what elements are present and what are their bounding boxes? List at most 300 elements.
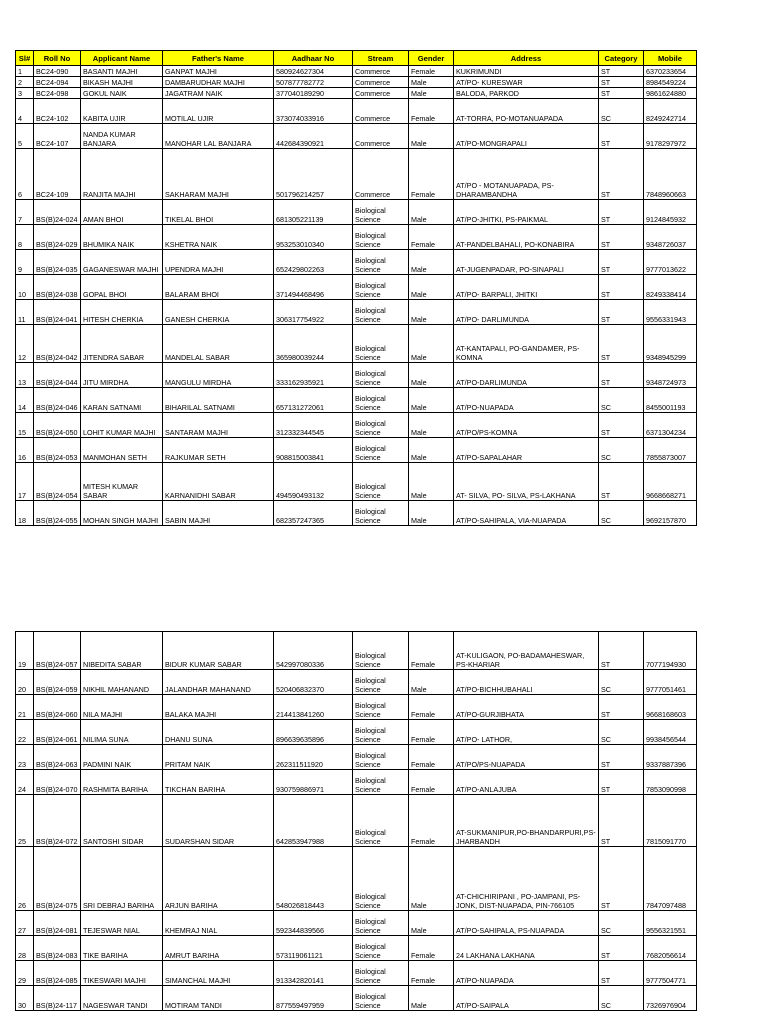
serial-cell: 23 <box>16 745 34 770</box>
father-name-cell: DHANU SUNA <box>163 720 274 745</box>
mobile-cell: 9692157870 <box>644 501 697 526</box>
roll-no-cell: BC24-094 <box>34 77 81 88</box>
stream-cell: Biological Science <box>353 438 409 463</box>
applicant-name-cell: NILIMA SUNA <box>81 720 163 745</box>
father-name-cell: MANDELAL SABAR <box>163 325 274 363</box>
address-cell: KUKRIMUNDI <box>454 66 599 77</box>
father-name-cell: TIKCHAN BARIHA <box>163 770 274 795</box>
address-cell: AT/PO-BICHHUBAHALI <box>454 670 599 695</box>
serial-cell: 2 <box>16 77 34 88</box>
applicant-name-cell: GAGANESWAR MAJHI <box>81 250 163 275</box>
applicant-name-cell: PADMINI NAIK <box>81 745 163 770</box>
mobile-cell: 9668168603 <box>644 695 697 720</box>
gender-cell: Female <box>409 99 454 124</box>
aadhaar-cell: 580924627304 <box>274 66 353 77</box>
gender-cell: Male <box>409 847 454 911</box>
aadhaar-cell: 507877782772 <box>274 77 353 88</box>
roll-no-cell: BS(B)24-038 <box>34 275 81 300</box>
stream-cell: Biological Science <box>353 695 409 720</box>
applicant-name-cell: GOPAL BHOI <box>81 275 163 300</box>
stream-cell: Biological Science <box>353 250 409 275</box>
applicant-name-cell: SANTOSHI SIDAR <box>81 795 163 847</box>
aadhaar-cell: 542997080336 <box>274 632 353 670</box>
address-cell: AT/PO-JHITKI, PS-PAIKMAL <box>454 200 599 225</box>
mobile-cell: 8984549224 <box>644 77 697 88</box>
category-cell: ST <box>599 124 644 149</box>
stream-cell: Biological Science <box>353 795 409 847</box>
father-name-cell: SAKHARAM MAJHI <box>163 149 274 200</box>
table-row <box>16 463 697 501</box>
mobile-cell: 6370233654 <box>644 66 697 77</box>
category-cell: SC <box>599 670 644 695</box>
mobile-cell: 9938456544 <box>644 720 697 745</box>
mobile-cell: 9337887396 <box>644 745 697 770</box>
roll-no-cell: BS(B)24-083 <box>34 936 81 961</box>
mobile-cell: 7855873007 <box>644 438 697 463</box>
aadhaar-cell: 896639635896 <box>274 720 353 745</box>
roll-no-cell: BS(B)24-072 <box>34 795 81 847</box>
category-cell: ST <box>599 632 644 670</box>
address-cell: AT-PANDELBAHALI, PO-KONABIRA <box>454 225 599 250</box>
table-row <box>16 325 697 363</box>
mobile-cell: 9861624880 <box>644 88 697 99</box>
table-row <box>16 847 697 911</box>
roll-no-cell: BS(B)24-063 <box>34 745 81 770</box>
address-cell: AT- SILVA, PO- SILVA, PS-LAKHANA <box>454 463 599 501</box>
stream-cell: Biological Science <box>353 745 409 770</box>
gender-cell: Male <box>409 124 454 149</box>
table-row <box>16 149 697 200</box>
category-cell: ST <box>599 363 644 388</box>
address-cell: AT-KULIGAON, PO-BADAMAHESWAR, PS-KHARIAR <box>454 632 599 670</box>
aadhaar-cell: 377040189290 <box>274 88 353 99</box>
applicant-name-cell: KABITA UJIR <box>81 99 163 124</box>
serial-cell: 17 <box>16 463 34 501</box>
father-name-cell: KHEMRAJ NIAL <box>163 911 274 936</box>
roll-no-cell: BS(B)24-029 <box>34 225 81 250</box>
category-cell: SC <box>599 911 644 936</box>
applicant-name-cell: KARAN SATNAMI <box>81 388 163 413</box>
aadhaar-cell: 306317754922 <box>274 300 353 325</box>
column-header-serial: Sl# <box>16 51 34 66</box>
stream-cell: Biological Science <box>353 413 409 438</box>
mobile-cell: 9556331943 <box>644 300 697 325</box>
father-name-cell: MANOHAR LAL BANJARA <box>163 124 274 149</box>
address-cell: AT/PO-SAIPALA <box>454 986 599 1011</box>
serial-cell: 9 <box>16 250 34 275</box>
mobile-cell: 7682056614 <box>644 936 697 961</box>
table-row <box>16 670 697 695</box>
gender-cell: Male <box>409 501 454 526</box>
mobile-cell: 8249242714 <box>644 99 697 124</box>
mobile-cell: 8249338414 <box>644 275 697 300</box>
aadhaar-cell: 373074033916 <box>274 99 353 124</box>
roll-no-cell: BS(B)24-041 <box>34 300 81 325</box>
category-cell: SC <box>599 720 644 745</box>
father-name-cell: KARNANIDHI SABAR <box>163 463 274 501</box>
applicant-name-cell: NIBEDITA SABAR <box>81 632 163 670</box>
roll-no-cell: BS(B)24-061 <box>34 720 81 745</box>
gender-cell: Male <box>409 275 454 300</box>
table-row <box>16 501 697 526</box>
applicant-name-cell: AMAN BHOI <box>81 200 163 225</box>
roll-no-cell: BS(B)24-081 <box>34 911 81 936</box>
stream-cell: Biological Science <box>353 720 409 745</box>
table-row <box>16 961 697 986</box>
table-row <box>16 911 697 936</box>
applicant-name-cell: BASANTI MAJHI <box>81 66 163 77</box>
aadhaar-cell: 657131272061 <box>274 388 353 413</box>
serial-cell: 8 <box>16 225 34 250</box>
serial-cell: 4 <box>16 99 34 124</box>
applicant-name-cell: NANDA KUMAR BANJARA <box>81 124 163 149</box>
stream-cell: Commerce <box>353 88 409 99</box>
mobile-cell: 7848960663 <box>644 149 697 200</box>
address-cell: AT/PO/PS-KOMNA <box>454 413 599 438</box>
stream-cell: Biological Science <box>353 911 409 936</box>
stream-cell: Commerce <box>353 99 409 124</box>
category-cell: ST <box>599 325 644 363</box>
father-name-cell: BIHARILAL SATNAMI <box>163 388 274 413</box>
father-name-cell: SUDARSHAN SIDAR <box>163 795 274 847</box>
mobile-cell: 9124845932 <box>644 200 697 225</box>
gender-cell: Female <box>409 720 454 745</box>
serial-cell: 11 <box>16 300 34 325</box>
applicant-name-cell: TIKESWARI MAJHI <box>81 961 163 986</box>
stream-cell: Biological Science <box>353 961 409 986</box>
roll-no-cell: BS(B)24-050 <box>34 413 81 438</box>
category-cell: ST <box>599 77 644 88</box>
serial-cell: 24 <box>16 770 34 795</box>
aadhaar-cell: 501796214257 <box>274 149 353 200</box>
aadhaar-cell: 442684390921 <box>274 124 353 149</box>
aadhaar-cell: 371494468496 <box>274 275 353 300</box>
father-name-cell: PRITAM NAIK <box>163 745 274 770</box>
applicant-name-cell: JITENDRA SABAR <box>81 325 163 363</box>
aadhaar-cell: 214413841260 <box>274 695 353 720</box>
gender-cell: Male <box>409 986 454 1011</box>
address-cell: AT/PO-SAPALAHAR <box>454 438 599 463</box>
applicant-name-cell: MOHAN SINGH MAJHI <box>81 501 163 526</box>
category-cell: SC <box>599 99 644 124</box>
roll-no-cell: BS(B)24-070 <box>34 770 81 795</box>
mobile-cell: 9556321551 <box>644 911 697 936</box>
mobile-cell: 9348726037 <box>644 225 697 250</box>
roll-no-cell: BS(B)24-117 <box>34 986 81 1011</box>
category-cell: ST <box>599 149 644 200</box>
category-cell: SC <box>599 438 644 463</box>
table-row <box>16 66 697 77</box>
gender-cell: Female <box>409 632 454 670</box>
aadhaar-cell: 877559497959 <box>274 986 353 1011</box>
stream-cell: Biological Science <box>353 501 409 526</box>
applicant-table-1 <box>15 50 697 526</box>
serial-cell: 27 <box>16 911 34 936</box>
category-cell: ST <box>599 745 644 770</box>
father-name-cell: BIDUR KUMAR SABAR <box>163 632 274 670</box>
applicant-name-cell: NAGESWAR TANDI <box>81 986 163 1011</box>
table-row <box>16 200 697 225</box>
aadhaar-cell: 494590493132 <box>274 463 353 501</box>
father-name-cell: KSHETRA NAIK <box>163 225 274 250</box>
address-cell: AT/PO-SAHIPALA, PS-NUAPADA <box>454 911 599 936</box>
stream-cell: Commerce <box>353 124 409 149</box>
stream-cell: Commerce <box>353 149 409 200</box>
column-header-applicant-name: Applicant Name <box>81 51 163 66</box>
column-header-mobile: Mobile <box>644 51 697 66</box>
table-row <box>16 770 697 795</box>
father-name-cell: BALAKA MAJHI <box>163 695 274 720</box>
address-cell: AT/PO-NUAPADA <box>454 388 599 413</box>
stream-cell: Biological Science <box>353 986 409 1011</box>
aadhaar-cell: 642853947988 <box>274 795 353 847</box>
table-row <box>16 413 697 438</box>
father-name-cell: BALARAM BHOI <box>163 275 274 300</box>
serial-cell: 22 <box>16 720 34 745</box>
address-cell: AT/PO-ANLAJUBA <box>454 770 599 795</box>
gender-cell: Male <box>409 388 454 413</box>
aadhaar-cell: 908815003841 <box>274 438 353 463</box>
table-row <box>16 250 697 275</box>
mobile-cell: 7847097488 <box>644 847 697 911</box>
stream-cell: Commerce <box>353 77 409 88</box>
father-name-cell: SABIN MAJHI <box>163 501 274 526</box>
mobile-cell: 7853090998 <box>644 770 697 795</box>
father-name-cell: ARJUN BARIHA <box>163 847 274 911</box>
serial-cell: 29 <box>16 961 34 986</box>
address-cell: AT/PO/PS-NUAPADA <box>454 745 599 770</box>
roll-no-cell: BS(B)24-053 <box>34 438 81 463</box>
gender-cell: Female <box>409 695 454 720</box>
roll-no-cell: BS(B)24-057 <box>34 632 81 670</box>
aadhaar-cell: 913342820141 <box>274 961 353 986</box>
category-cell: SC <box>599 986 644 1011</box>
father-name-cell: RAJKUMAR SETH <box>163 438 274 463</box>
column-header-roll-no: Roll No <box>34 51 81 66</box>
mobile-cell: 7326976904 <box>644 986 697 1011</box>
serial-cell: 19 <box>16 632 34 670</box>
aadhaar-cell: 262311511920 <box>274 745 353 770</box>
serial-cell: 28 <box>16 936 34 961</box>
stream-cell: Biological Science <box>353 936 409 961</box>
stream-cell: Biological Science <box>353 632 409 670</box>
roll-no-cell: BS(B)24-054 <box>34 463 81 501</box>
table-row <box>16 438 697 463</box>
serial-cell: 18 <box>16 501 34 526</box>
column-header-aadhaar: Aadhaar No <box>274 51 353 66</box>
serial-cell: 12 <box>16 325 34 363</box>
address-cell: AT/PO-SAHIPALA, VIA-NUAPADA <box>454 501 599 526</box>
roll-no-cell: BC24-098 <box>34 88 81 99</box>
address-cell: AT/PO- KURESWAR <box>454 77 599 88</box>
serial-cell: 25 <box>16 795 34 847</box>
roll-no-cell: BS(B)24-085 <box>34 961 81 986</box>
stream-cell: Biological Science <box>353 275 409 300</box>
stream-cell: Biological Science <box>353 847 409 911</box>
stream-cell: Biological Science <box>353 363 409 388</box>
roll-no-cell: BC24-107 <box>34 124 81 149</box>
category-cell: ST <box>599 66 644 77</box>
aadhaar-cell: 573119061121 <box>274 936 353 961</box>
mobile-cell: 9348724973 <box>644 363 697 388</box>
address-cell: AT/PO-DARLIMUNDA <box>454 363 599 388</box>
mobile-cell: 7077194930 <box>644 632 697 670</box>
table-row <box>16 795 697 847</box>
table-row <box>16 88 697 99</box>
applicant-name-cell: BHUMIKA NAIK <box>81 225 163 250</box>
aadhaar-cell: 548026818443 <box>274 847 353 911</box>
gender-cell: Male <box>409 200 454 225</box>
applicant-name-cell: SRI DEBRAJ BARIHA <box>81 847 163 911</box>
aadhaar-cell: 930759886971 <box>274 770 353 795</box>
serial-cell: 15 <box>16 413 34 438</box>
mobile-cell: 9777051461 <box>644 670 697 695</box>
stream-cell: Biological Science <box>353 225 409 250</box>
applicant-name-cell: RASHMITA BARIHA <box>81 770 163 795</box>
category-cell: ST <box>599 200 644 225</box>
category-cell: ST <box>599 936 644 961</box>
category-cell: ST <box>599 847 644 911</box>
serial-cell: 21 <box>16 695 34 720</box>
applicant-name-cell: GOKUL NAIK <box>81 88 163 99</box>
category-cell: ST <box>599 300 644 325</box>
address-cell: AT-JUGENPADAR, PO-SINAPALI <box>454 250 599 275</box>
serial-cell: 26 <box>16 847 34 911</box>
category-cell: ST <box>599 413 644 438</box>
roll-no-cell: BS(B)24-042 <box>34 325 81 363</box>
applicant-name-cell: BIKASH MAJHI <box>81 77 163 88</box>
table-row <box>16 99 697 124</box>
stream-cell: Biological Science <box>353 670 409 695</box>
stream-cell: Biological Science <box>353 300 409 325</box>
roll-no-cell: BC24-102 <box>34 99 81 124</box>
stream-cell: Biological Science <box>353 325 409 363</box>
stream-cell: Biological Science <box>353 463 409 501</box>
father-name-cell: MOTILAL UJIR <box>163 99 274 124</box>
roll-no-cell: BS(B)24-075 <box>34 847 81 911</box>
table-row <box>16 124 697 149</box>
roll-no-cell: BS(B)24-059 <box>34 670 81 695</box>
category-cell: ST <box>599 88 644 99</box>
address-cell: 24 LAKHANA LAKHANA <box>454 936 599 961</box>
aadhaar-cell: 312332344545 <box>274 413 353 438</box>
father-name-cell: JALANDHAR MAHANAND <box>163 670 274 695</box>
mobile-cell: 9777013622 <box>644 250 697 275</box>
gender-cell: Female <box>409 745 454 770</box>
gender-cell: Male <box>409 438 454 463</box>
roll-no-cell: BS(B)24-044 <box>34 363 81 388</box>
category-cell: ST <box>599 275 644 300</box>
address-cell: AT/PO- DARLIMUNDA <box>454 300 599 325</box>
roll-no-cell: BC24-109 <box>34 149 81 200</box>
category-cell: ST <box>599 250 644 275</box>
category-cell: ST <box>599 225 644 250</box>
mobile-cell: 8455001193 <box>644 388 697 413</box>
aadhaar-cell: 333162935921 <box>274 363 353 388</box>
column-header-stream: Stream <box>353 51 409 66</box>
roll-no-cell: BS(B)24-024 <box>34 200 81 225</box>
gender-cell: Female <box>409 66 454 77</box>
address-cell: AT/PO - MOTANUAPADA, PS-DHARAMBANDHA <box>454 149 599 200</box>
applicant-name-cell: LOHIT KUMAR MAJHI <box>81 413 163 438</box>
table-row <box>16 695 697 720</box>
gender-cell: Male <box>409 363 454 388</box>
column-header-address: Address <box>454 51 599 66</box>
roll-no-cell: BS(B)24-060 <box>34 695 81 720</box>
applicant-name-cell: MANMOHAN SETH <box>81 438 163 463</box>
serial-cell: 16 <box>16 438 34 463</box>
gender-cell: Male <box>409 911 454 936</box>
aadhaar-cell: 682357247365 <box>274 501 353 526</box>
address-cell: AT-SUKMANIPUR,PO-BHANDARPURI,PS-JHARBANDH <box>454 795 599 847</box>
category-cell: ST <box>599 463 644 501</box>
gender-cell: Male <box>409 250 454 275</box>
stream-cell: Biological Science <box>353 200 409 225</box>
mobile-cell: 6371304234 <box>644 413 697 438</box>
address-cell: AT/PO-NUAPADA <box>454 961 599 986</box>
aadhaar-cell: 520406832370 <box>274 670 353 695</box>
gender-cell: Male <box>409 325 454 363</box>
category-cell: ST <box>599 770 644 795</box>
stream-cell: Biological Science <box>353 770 409 795</box>
applicant-name-cell: TIKE BARIHA <box>81 936 163 961</box>
serial-cell: 1 <box>16 66 34 77</box>
serial-cell: 10 <box>16 275 34 300</box>
applicant-name-cell: RANJITA MAJHI <box>81 149 163 200</box>
father-name-cell: JAGATRAM NAIK <box>163 88 274 99</box>
mobile-cell: 7815091770 <box>644 795 697 847</box>
gender-cell: Female <box>409 770 454 795</box>
table-row <box>16 986 697 1011</box>
category-cell: ST <box>599 695 644 720</box>
table-header-row <box>16 51 697 66</box>
roll-no-cell: BS(B)24-035 <box>34 250 81 275</box>
column-header-father-name: Father's Name <box>163 51 274 66</box>
column-header-category: Category <box>599 51 644 66</box>
roll-no-cell: BS(B)24-046 <box>34 388 81 413</box>
address-cell: BALODA, PARKOD <box>454 88 599 99</box>
address-cell: AT/PO-MONGRAPALI <box>454 124 599 149</box>
mobile-cell: 9348945299 <box>644 325 697 363</box>
applicant-name-cell: HITESH CHERKIA <box>81 300 163 325</box>
serial-cell: 5 <box>16 124 34 149</box>
applicant-table-2 <box>15 631 697 1011</box>
father-name-cell: UPENDRA MAJHI <box>163 250 274 275</box>
table-row <box>16 632 697 670</box>
serial-cell: 30 <box>16 986 34 1011</box>
gender-cell: Female <box>409 961 454 986</box>
address-cell: AT-KANTAPALI, PO-GANDAMER, PS-KOMNA <box>454 325 599 363</box>
gender-cell: Male <box>409 413 454 438</box>
address-cell: AT-TORRA, PO-MOTANUAPADA <box>454 99 599 124</box>
gender-cell: Male <box>409 463 454 501</box>
table-row <box>16 745 697 770</box>
category-cell: ST <box>599 961 644 986</box>
address-cell: AT/PO-GURJIBHATA <box>454 695 599 720</box>
father-name-cell: SIMANCHAL MAJHI <box>163 961 274 986</box>
table-row <box>16 388 697 413</box>
gender-cell: Male <box>409 88 454 99</box>
father-name-cell: TIKELAL BHOI <box>163 200 274 225</box>
applicant-name-cell: NIKHIL MAHANAND <box>81 670 163 695</box>
aadhaar-cell: 365980039244 <box>274 325 353 363</box>
address-cell: AT/PO- LATHOR, <box>454 720 599 745</box>
category-cell: SC <box>599 501 644 526</box>
address-cell: AT-CHICHIRIPANI , PO-JAMPANI, PS-JONK, DIST-NUAPADA, PIN-766105 <box>454 847 599 911</box>
table-row <box>16 77 697 88</box>
gender-cell: Male <box>409 300 454 325</box>
applicant-name-cell: NILA MAJHI <box>81 695 163 720</box>
